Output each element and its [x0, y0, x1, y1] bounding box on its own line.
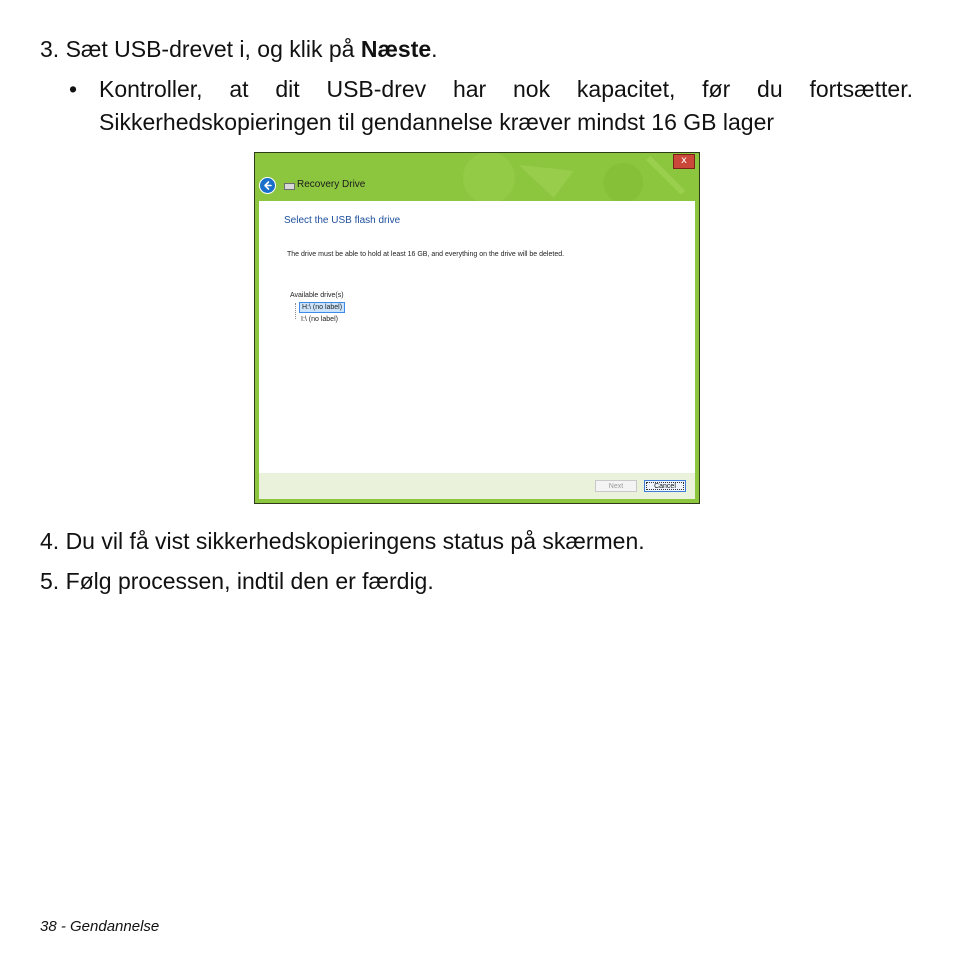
step-3-suffix: . [431, 36, 438, 62]
wizard-footer [259, 473, 695, 499]
wizard-content [259, 201, 695, 473]
drive-item-i[interactable]: I:\ (no label) [301, 316, 338, 323]
close-button[interactable] [673, 154, 695, 169]
cancel-button[interactable]: Cancel [644, 480, 686, 492]
page-footer: 38 - Gendannelse [40, 918, 160, 935]
window-title: Recovery Drive [297, 179, 366, 190]
next-button[interactable]: Next [595, 480, 637, 492]
recovery-drive-screenshot [254, 152, 700, 504]
wizard-heading: Select the USB flash drive [284, 215, 401, 226]
wizard-description: The drive must be able to hold at least 16 GB, and everything on the drive will be deleted. [287, 251, 565, 258]
step-4: 4. Du vil få vist sikkerhedskopieringens status på skærmen. [40, 528, 645, 554]
step-3 [40, 35, 438, 63]
bullet-mark: • [69, 76, 78, 102]
usb-drive-icon [284, 183, 295, 190]
available-drives-label: Available drive(s) [290, 292, 344, 299]
step-3-text: 3. Sæt USB-drevet i, og klik på [40, 36, 361, 62]
step-3-bold-term: Næste [360, 36, 432, 62]
close-icon: x [681, 155, 687, 166]
drive-item-h[interactable]: H:\ (no label) [299, 302, 345, 313]
bullet-text-line-1: Kontroller, at dit USB-drev har nok kapacitet, før du fortsætter. [99, 76, 913, 102]
bullet-text-line-2: Sikkerhedskopieringen til gendannelse kræver mindst 16 GB lager [99, 109, 775, 135]
back-arrow-icon [260, 178, 275, 193]
back-button[interactable] [259, 177, 276, 194]
step-5: 5. Følg processen, indtil den er færdig. [40, 568, 434, 594]
